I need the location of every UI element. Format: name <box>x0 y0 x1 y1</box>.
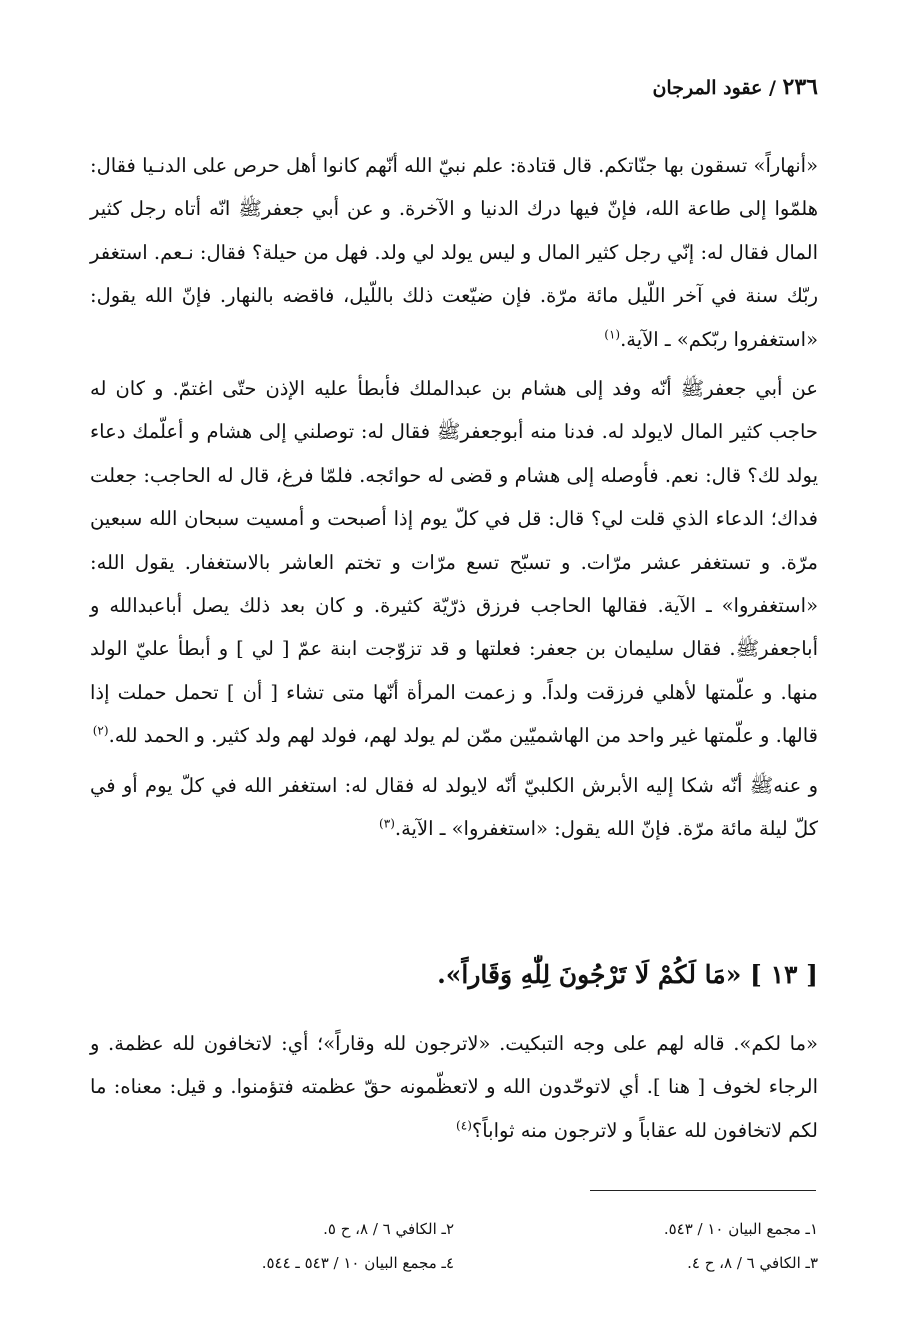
header-separator: / <box>768 77 776 99</box>
footnote-divider <box>590 1190 816 1191</box>
paragraph <box>90 764 818 851</box>
footnote-reference: (٤) <box>456 1118 472 1133</box>
verse-number: [ ١٣ ] <box>750 960 818 989</box>
page-number: ٢٣٦ <box>782 74 818 100</box>
footnote-row <box>90 1212 818 1246</box>
paragraph <box>90 1022 818 1152</box>
footnote-reference: (٣) <box>379 816 395 831</box>
footnote-item: ٢ـ الكافي ٦ / ٨، ح ٥. <box>323 1220 454 1238</box>
verse-heading <box>437 960 818 989</box>
paragraph-text: «ما لكم». قاله لهم على وجه التبكيت. «لاترجون لله وقاراً»؛ أي: لاتخافون لله عظمة. و الرجاء لخوف [ هنا ]. أي لاتوحّدون الله و لاتعظّمونه حقّ عظمته فتؤمنوا. و قيل: معناه: ما لكم لاتخافون لله عقاباً و لاترجون منه ثواباً؟ <box>90 1032 818 1142</box>
verse-commentary <box>90 1022 818 1152</box>
running-header <box>652 74 818 100</box>
book-title: عقود المرجان <box>652 77 763 99</box>
paragraph <box>90 144 818 361</box>
footnote-item: ٤ـ مجمع البيان ١٠ / ٥٤٣ ـ ٥٤٤. <box>261 1254 454 1272</box>
footnote-item: ٣ـ الكافي ٦ / ٨، ح ٤. <box>687 1254 818 1272</box>
paragraph-text: عن أبي جعفرﷺ أنّه وفد إلى هشام بن عبدالملك فأبطأ عليه الإذن حتّى اغتمّ. و كان له حاجب كثير المال لايولد له. فدنا منه أبوجعفرﷺ فقال له: توصلني إلى هشام و أعلّمك دعاء يولد لك؟ قال: نعم. فأوصله إلى هشام و قضى له حوائجه. فلمّا فرغ، قال له الحاجب: جعلت فداك؛ الدعاء الذي قلت لي؟ قال: قل في كلّ يوم إذا أصبحت و أمسيت سبحان الله سبعين مرّة. و تستغفر عشر مرّات. و تسبّح تسع مرّات و تختم العاشر بالاستغفار. يقول الله: «استغفروا» ـ الآية. فقالها الحاجب فرزق ذرّيّة كثيرة. و كان بعد ذلك يصل أباعبدالله و أباجعفرﷺ. فقال سليمان بن جعفر: فعلتها و قد تزوّجت ابنة عمّ [ لي ] و أبطأ عليّ الولد منها. و علّمتها لأهلي فرزقت ولداً. و زعمت المرأة أنّها متى تشاء [ أن ] تحمل حملت إذا قالها. و علّمتها غير واحد من الهاشميّين ممّن لم يولد لهم، فولد لهم ولد كثير. و الحمد لله. <box>90 377 818 748</box>
footnote-reference: (٢) <box>92 723 109 738</box>
footnote-reference: (١) <box>604 327 621 342</box>
footnotes <box>90 1212 818 1280</box>
paragraph-text: و عنهﷺ أنّه شكا إليه الأبرش الكلبيّ أنّه لايولد له فقال له: استغفر الله في كلّ يوم أو في كلّ ليلة مائة مرّة. فإنّ الله يقول: «استغفروا» ـ الآية. <box>90 773 818 841</box>
footnote-row <box>90 1246 818 1280</box>
footnote-item: ١ـ مجمع البيان ١٠ / ٥٤٣. <box>663 1220 818 1238</box>
paragraph-text: «أنهاراً» تسقون بها جنّاتكم. قال قتادة: علم نبيّ الله أنّهم كانوا أهل حرص على الدنـيا فقال: هلمّوا إلى طاعة الله، فإنّ فيها درك الدنيا و الآخرة. و عن أبي جعفرﷺ انّه أتاه رجل كثير المال فقال له: إنّي رجل كثير المال و ليس يولد لي ولد. فهل من حيلة؟ فقال: نـعم. استغفر ربّك سنة في آخر اللّيل مائة مرّة. فإن ضيّعت ذلك باللّيل، فاقضه بالنهار. فإنّ الله يقول: «استغفروا ربّكم» ـ الآية. <box>90 154 818 351</box>
verse-text: «مَا لَكُمْ لَا تَرْجُونَ لِلّٰهِ وَقَاراً». <box>437 960 742 989</box>
paragraph <box>90 367 818 758</box>
main-text <box>90 144 818 851</box>
